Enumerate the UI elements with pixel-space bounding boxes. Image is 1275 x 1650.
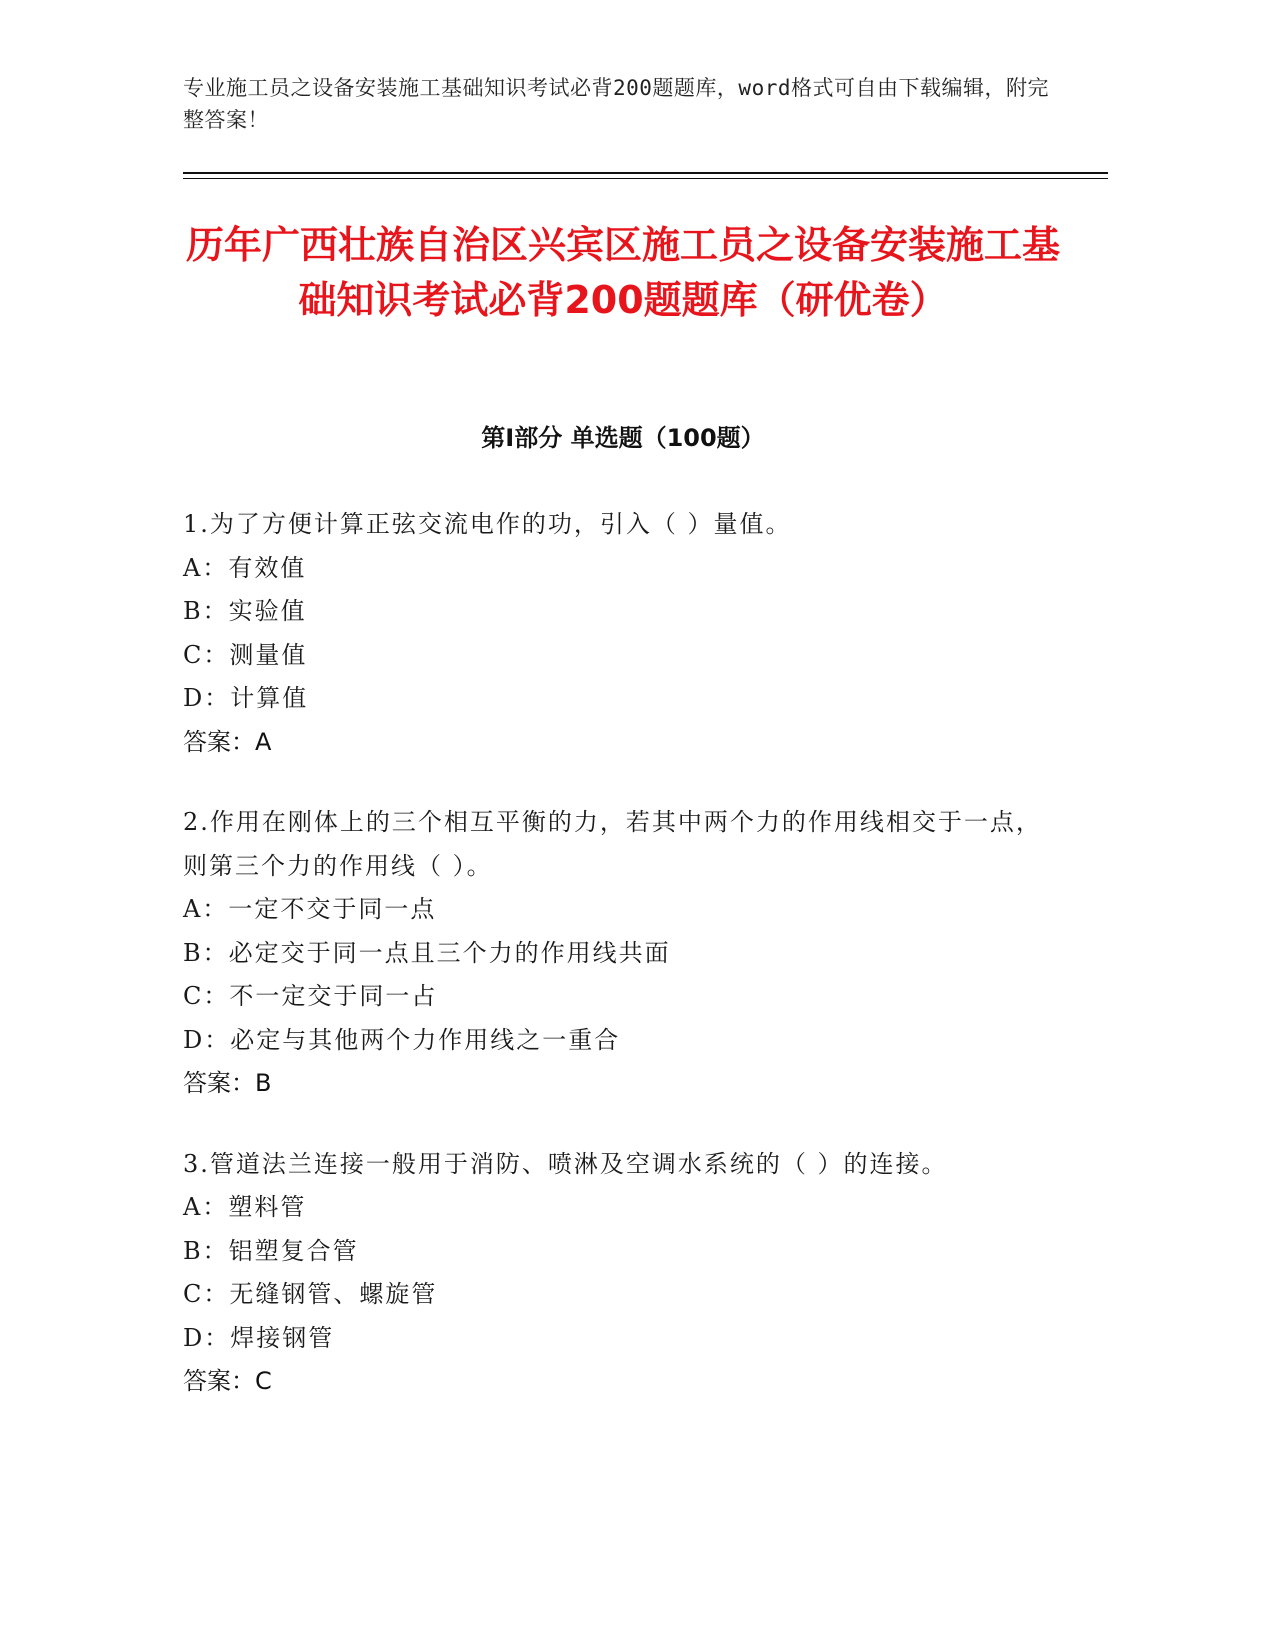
answer-line: 答案：C — [183, 1367, 272, 1395]
option-d: D：必定与其他两个力作用线之一重合 — [183, 1025, 621, 1054]
option-a: A：有效值 — [183, 553, 307, 582]
answer-line: 答案：A — [183, 727, 272, 756]
answer-line: 答案：B — [183, 1069, 272, 1097]
question-list — [183, 503, 1063, 1441]
header-divider-thin — [183, 178, 1108, 179]
question-stem: 3.管道法兰连接一般用于消防、喷淋及空调水系统的（ ）的连接。 — [183, 1149, 948, 1178]
question-stem: 1.为了方便计算正弦交流电作的功，引入（ ）量值。 — [183, 510, 792, 538]
header-note: 专业施工员之设备安装施工基础知识考试必背200题题库，word格式可自由下载编辑，附完整答案！ — [183, 76, 1049, 132]
option-b: B：必定交于同一点且三个力的作用线共面 — [183, 938, 671, 967]
section-title: 第Ⅰ部分 单选题（100题） — [481, 424, 765, 452]
option-c: C：无缝钢管、螺旋管 — [183, 1280, 438, 1308]
option-b: B：铝塑复合管 — [183, 1236, 359, 1265]
option-d: D：焊接钢管 — [183, 1323, 335, 1352]
option-c: C：不一定交于同一占 — [183, 982, 438, 1010]
option-d: D：计算值 — [183, 684, 309, 712]
question-2 — [183, 801, 1063, 1106]
header-divider-thick — [183, 172, 1108, 174]
question-stem: 2.作用在刚体上的三个相互平衡的力，若其中两个力的作用线相交于一点，则第三个力的作用线（ ）。 — [183, 808, 1042, 880]
option-a: A：一定不交于同一点 — [183, 895, 437, 923]
question-1 — [183, 503, 1063, 764]
option-b: B：实验值 — [183, 597, 307, 625]
question-3 — [183, 1143, 1063, 1404]
option-a: A：塑料管 — [183, 1193, 307, 1221]
option-c: C：测量值 — [183, 640, 308, 669]
document-title: 历年广西壮族自治区兴宾区施工员之设备安装施工基础知识考试必背200题题库（研优卷） — [185, 223, 1060, 322]
